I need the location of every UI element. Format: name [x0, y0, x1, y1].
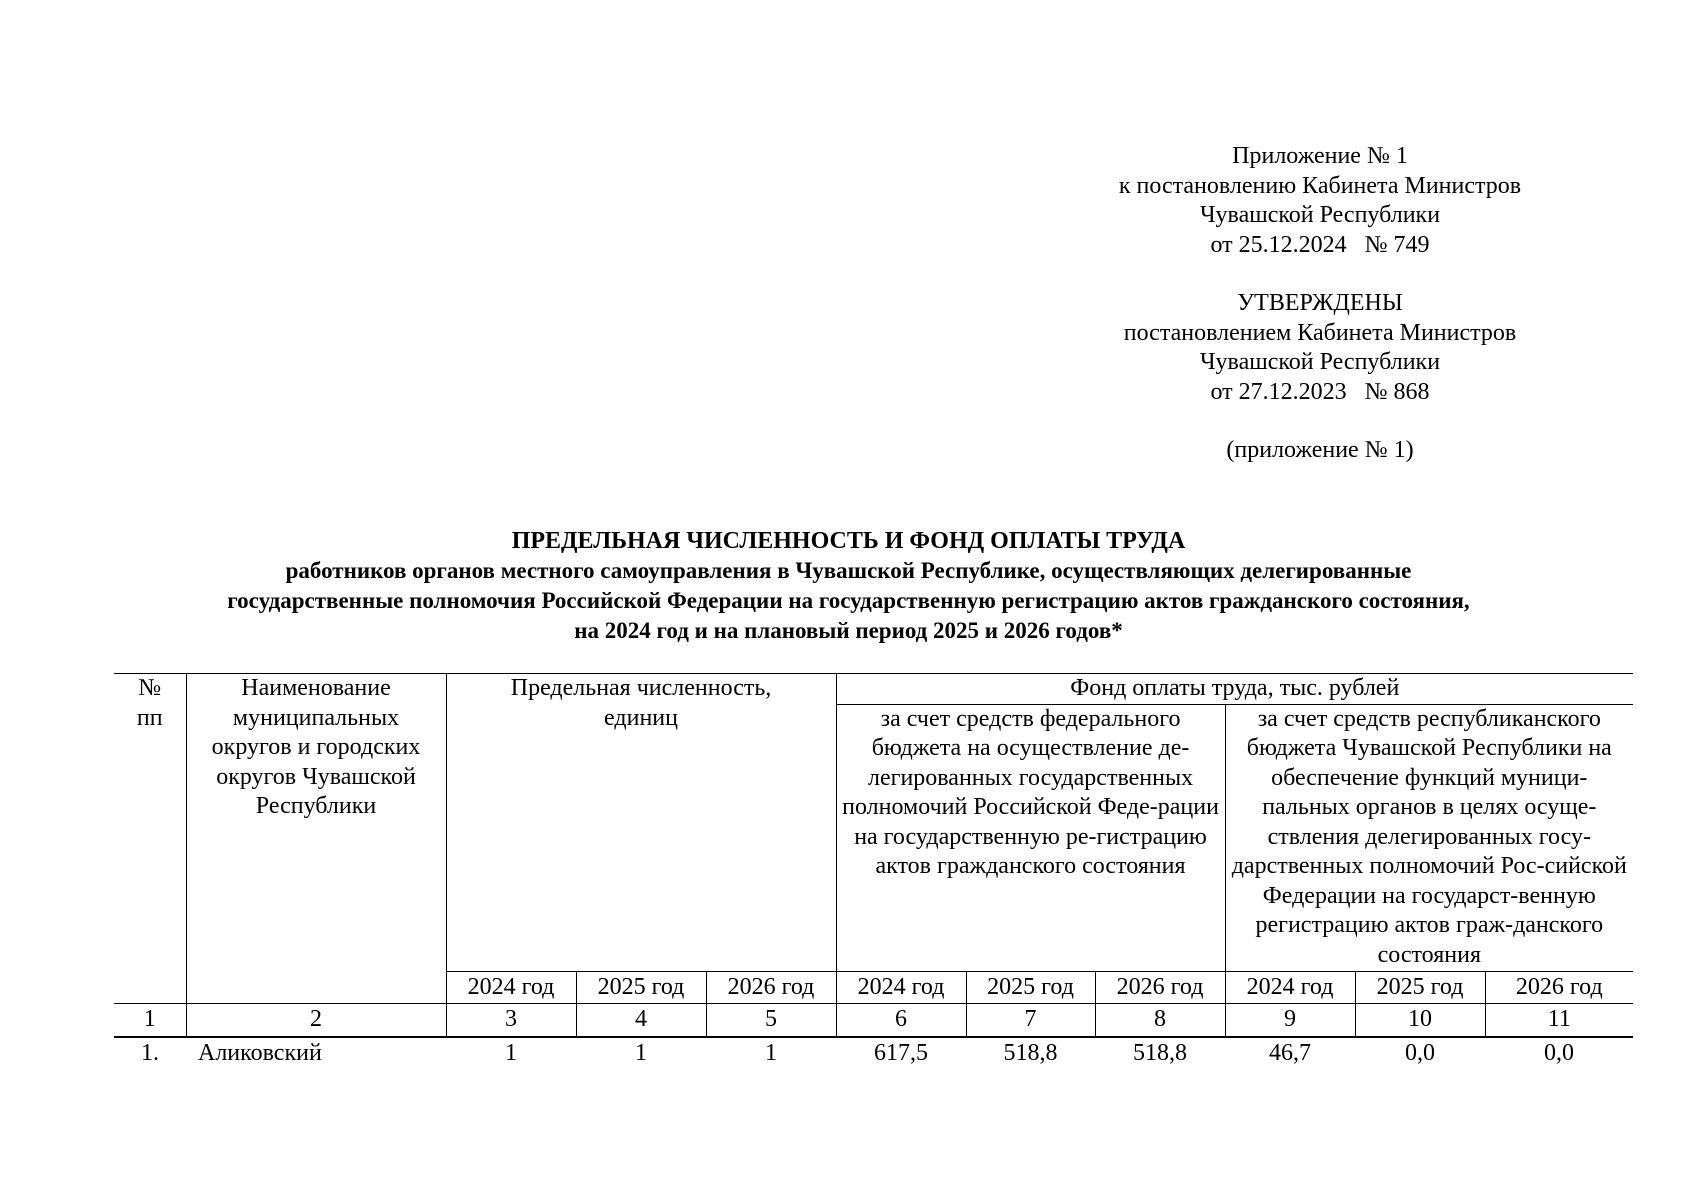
year-cell: 2026 год [1095, 971, 1225, 1004]
title-line-1: ПРЕДЕЛЬНАЯ ЧИСЛЕННОСТЬ И ФОНД ОПЛАТЫ ТРУДА [511, 528, 1186, 554]
row-rep-2025: 0,0 [1405, 1039, 1436, 1066]
col-number: 5 [706, 1004, 836, 1037]
header-limit: Предельная численность, единиц [446, 674, 836, 972]
row-num: 1. [141, 1039, 159, 1066]
approved-label: УТВЕРЖДЕНЫ [1237, 290, 1403, 316]
table-row [114, 1037, 1633, 1069]
year-cell: 2024 год [446, 971, 576, 1004]
row-limit-2026: 1 [765, 1039, 778, 1066]
col-number: 11 [1485, 1004, 1633, 1037]
spacer [1040, 260, 1600, 289]
row-fed-2024: 617,5 [874, 1039, 929, 1066]
appendix-line-7: от 27.12.2023 № 868 [1210, 378, 1430, 405]
column-numbers-row [114, 1004, 1633, 1037]
year-cell: 2026 год [1485, 971, 1633, 1004]
col-number: 1 [114, 1004, 186, 1037]
appendix-line-6: Чувашской Республики [1199, 349, 1441, 375]
col-number: 9 [1225, 1004, 1355, 1037]
title-line-3: государственные полномочия Российской Федерации на государственную регистрацию актов гражданского состояния, [227, 588, 1470, 613]
year-cell: 2025 год [1355, 971, 1485, 1004]
header-row-1 [114, 674, 1633, 705]
row-rep-2024: 46,7 [1269, 1039, 1312, 1066]
year-cell: 2025 год [966, 971, 1095, 1004]
col-number: 7 [966, 1004, 1095, 1037]
spacer [1040, 407, 1600, 436]
limits-table [114, 673, 1633, 1068]
document-title [0, 526, 1697, 646]
year-cell: 2024 год [1225, 971, 1355, 1004]
col-number: 4 [576, 1004, 706, 1037]
col-number: 10 [1355, 1004, 1485, 1037]
appendix-line-3: Чувашской Республики [1199, 202, 1441, 228]
title-line-2: работников органов местного самоуправления в Чувашской Республике, осуществляющих делегированные [285, 558, 1412, 583]
header-years-row [114, 971, 1633, 1004]
years-empty [186, 971, 446, 1004]
appendix-block [1040, 142, 1600, 466]
header-fund: Фонд оплаты труда, тыс. рублей [836, 674, 1633, 705]
appendix-line-1: Приложение № 1 [1232, 143, 1408, 169]
appendix-line-2: к постановлению Кабинета Министров [1118, 172, 1522, 199]
years-empty [114, 971, 186, 1004]
header-name: Наименование муниципальных округов и городских округов Чувашской Республики [186, 674, 446, 972]
appendix-line-8: (приложение № 1) [1226, 437, 1414, 463]
row-fed-2026: 518,8 [1133, 1039, 1188, 1066]
row-rep-2026: 0,0 [1544, 1039, 1575, 1066]
title-line-4: на 2024 год и на плановый период 2025 и 2026 годов* [574, 618, 1123, 643]
row-limit-2025: 1 [635, 1039, 647, 1066]
row-name: Аликовский [198, 1039, 322, 1066]
year-cell: 2025 год [576, 971, 706, 1004]
col-number: 6 [836, 1004, 966, 1037]
header-federal: за счет средств федерального бюджета на осуществление де-легированных государственных полномочий Российской Феде-рации на государственную ре-гистрацию актов гражданского состояния [836, 704, 1225, 971]
year-cell: 2024 год [836, 971, 966, 1004]
year-cell: 2026 год [706, 971, 836, 1004]
header-republican: за счет средств республиканского бюджета Чувашской Республики на обеспечение функций муници-пальных органов в целях осуще-ствления делегированных госу-дарственных полномочий Рос-сийской Федерации на государст-венную регистрацию актов граж-данского состояния [1225, 704, 1633, 971]
col-number: 8 [1095, 1004, 1225, 1037]
col-number: 3 [446, 1004, 576, 1037]
col-number: 2 [186, 1004, 446, 1037]
row-fed-2025: 518,8 [1003, 1039, 1058, 1066]
row-limit-2024: 1 [505, 1039, 517, 1066]
appendix-line-5: постановлением Кабинета Министров [1123, 319, 1517, 346]
appendix-line-4: от 25.12.2024 № 749 [1210, 231, 1430, 258]
header-num: № пп [114, 674, 186, 972]
